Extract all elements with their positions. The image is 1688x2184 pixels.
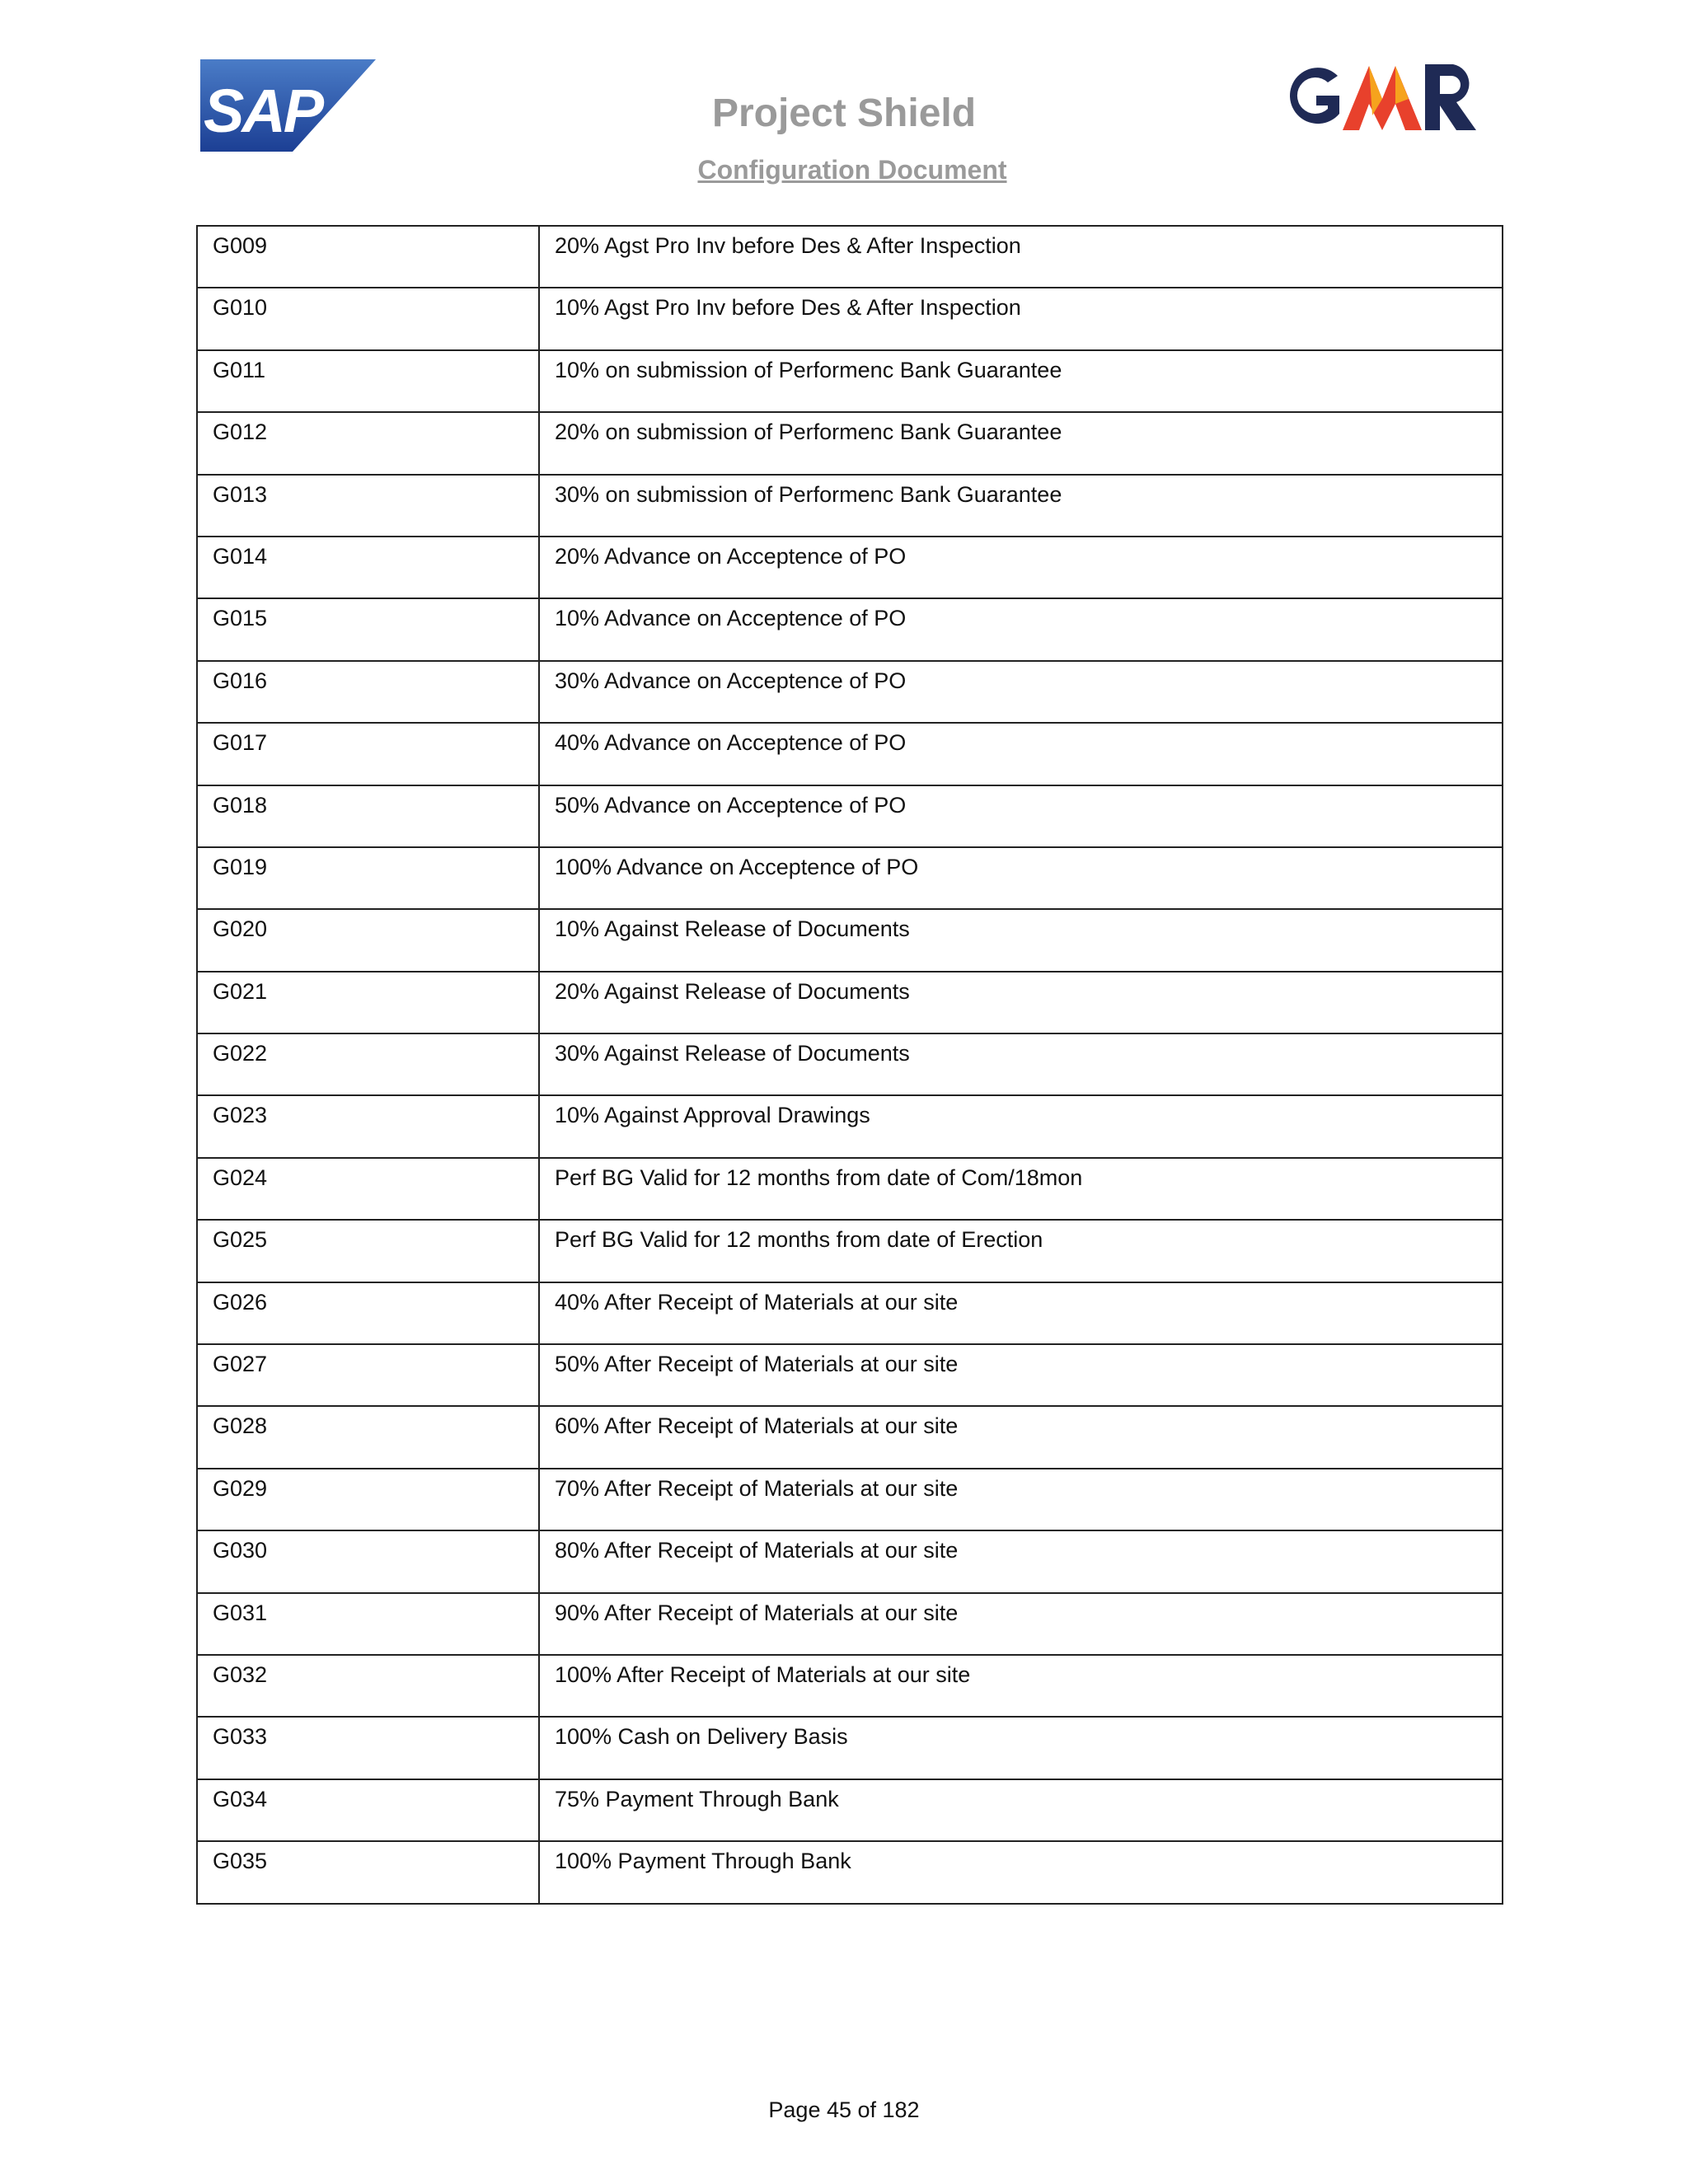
svg-text:SAP: SAP <box>204 77 322 145</box>
table-row <box>197 661 1503 723</box>
table-row <box>197 350 1503 412</box>
payment-term-code: G022 <box>197 1033 539 1095</box>
payment-term-code: G014 <box>197 537 539 598</box>
payment-term-description: 40% Advance on Acceptence of PO <box>539 723 1503 785</box>
payment-term-code: G018 <box>197 785 539 847</box>
payment-term-description: 10% on submission of Performenc Bank Guarantee <box>539 350 1503 412</box>
payment-term-description: 10% Against Release of Documents <box>539 909 1503 971</box>
table-row <box>197 847 1503 909</box>
table-row <box>197 1220 1503 1282</box>
table-row <box>197 1282 1503 1344</box>
table-row <box>197 1469 1503 1530</box>
payment-term-code: G013 <box>197 475 539 537</box>
payment-term-code: G033 <box>197 1717 539 1779</box>
payment-term-description: 30% Advance on Acceptence of PO <box>539 661 1503 723</box>
payment-term-description: 20% Agst Pro Inv before Des & After Inspection <box>539 226 1503 288</box>
payment-term-description: 80% After Receipt of Materials at our site <box>539 1530 1503 1592</box>
gmr-logo <box>1280 58 1478 134</box>
payment-term-description: Perf BG Valid for 12 months from date of Erection <box>539 1220 1503 1282</box>
payment-term-description: 30% on submission of Performenc Bank Guarantee <box>539 475 1503 537</box>
payment-term-description: 10% Against Approval Drawings <box>539 1095 1503 1157</box>
payment-term-code: G010 <box>197 288 539 349</box>
payment-term-description: 100% Cash on Delivery Basis <box>539 1717 1503 1779</box>
page-header <box>0 0 1688 214</box>
payment-term-description: 20% Against Release of Documents <box>539 972 1503 1033</box>
payment-term-description: 20% on submission of Performenc Bank Guarantee <box>539 412 1503 474</box>
table-row <box>197 598 1503 660</box>
payment-term-description: 20% Advance on Acceptence of PO <box>539 537 1503 598</box>
payment-term-code: G023 <box>197 1095 539 1157</box>
payment-term-code: G012 <box>197 412 539 474</box>
payment-term-description: 100% Advance on Acceptence of PO <box>539 847 1503 909</box>
table-row <box>197 1344 1503 1406</box>
payment-term-description: 60% After Receipt of Materials at our site <box>539 1406 1503 1468</box>
payment-term-description: Perf BG Valid for 12 months from date of Com/18mon <box>539 1158 1503 1220</box>
payment-term-code: G017 <box>197 723 539 785</box>
payment-term-code: G027 <box>197 1344 539 1406</box>
table-row <box>197 1158 1503 1220</box>
payment-term-description: 100% Payment Through Bank <box>539 1841 1503 1903</box>
payment-term-description: 75% Payment Through Bank <box>539 1779 1503 1841</box>
payment-term-description: 10% Advance on Acceptence of PO <box>539 598 1503 660</box>
table-row <box>197 1530 1503 1592</box>
payment-term-code: G028 <box>197 1406 539 1468</box>
table-row <box>197 412 1503 474</box>
payment-term-description: 100% After Receipt of Materials at our site <box>539 1655 1503 1717</box>
payment-term-description: 50% After Receipt of Materials at our site <box>539 1344 1503 1406</box>
table-row <box>197 537 1503 598</box>
payment-term-code: G020 <box>197 909 539 971</box>
payment-term-code: G011 <box>197 350 539 412</box>
payment-term-code: G026 <box>197 1282 539 1344</box>
payment-term-description: 30% Against Release of Documents <box>539 1033 1503 1095</box>
payment-term-description: 10% Agst Pro Inv before Des & After Inspection <box>539 288 1503 349</box>
table-row <box>197 1717 1503 1779</box>
table-row <box>197 1593 1503 1655</box>
payment-term-code: G025 <box>197 1220 539 1282</box>
payment-term-code: G009 <box>197 226 539 288</box>
table-row <box>197 1779 1503 1841</box>
table-row <box>197 1033 1503 1095</box>
document-title: Project Shield <box>711 91 977 135</box>
table-row <box>197 1841 1503 1903</box>
payment-term-code: G029 <box>197 1469 539 1530</box>
table-row <box>197 475 1503 537</box>
table-row <box>197 1095 1503 1157</box>
table-row <box>197 226 1503 288</box>
payment-terms-table-body <box>197 226 1503 1904</box>
document-subtitle: Configuration Document <box>697 155 1007 185</box>
payment-term-description: 50% Advance on Acceptence of PO <box>539 785 1503 847</box>
payment-term-description: 70% After Receipt of Materials at our site <box>539 1469 1503 1530</box>
table-row <box>197 1406 1503 1468</box>
payment-term-description: 90% After Receipt of Materials at our site <box>539 1593 1503 1655</box>
payment-term-code: G021 <box>197 972 539 1033</box>
table-row <box>197 972 1503 1033</box>
table-row <box>197 723 1503 785</box>
payment-term-code: G024 <box>197 1158 539 1220</box>
payment-term-code: G015 <box>197 598 539 660</box>
payment-term-code: G030 <box>197 1530 539 1592</box>
payment-term-code: G035 <box>197 1841 539 1903</box>
payment-term-code: G032 <box>197 1655 539 1717</box>
table-row <box>197 909 1503 971</box>
payment-term-code: G031 <box>197 1593 539 1655</box>
table-row <box>197 288 1503 349</box>
page-number: Page 45 of 182 <box>768 2097 920 2122</box>
payment-term-code: G034 <box>197 1779 539 1841</box>
payment-term-description: 40% After Receipt of Materials at our site <box>539 1282 1503 1344</box>
payment-terms-table <box>196 225 1503 1905</box>
payment-term-code: G016 <box>197 661 539 723</box>
table-row <box>197 785 1503 847</box>
table-row <box>197 1655 1503 1717</box>
payment-term-code: G019 <box>197 847 539 909</box>
